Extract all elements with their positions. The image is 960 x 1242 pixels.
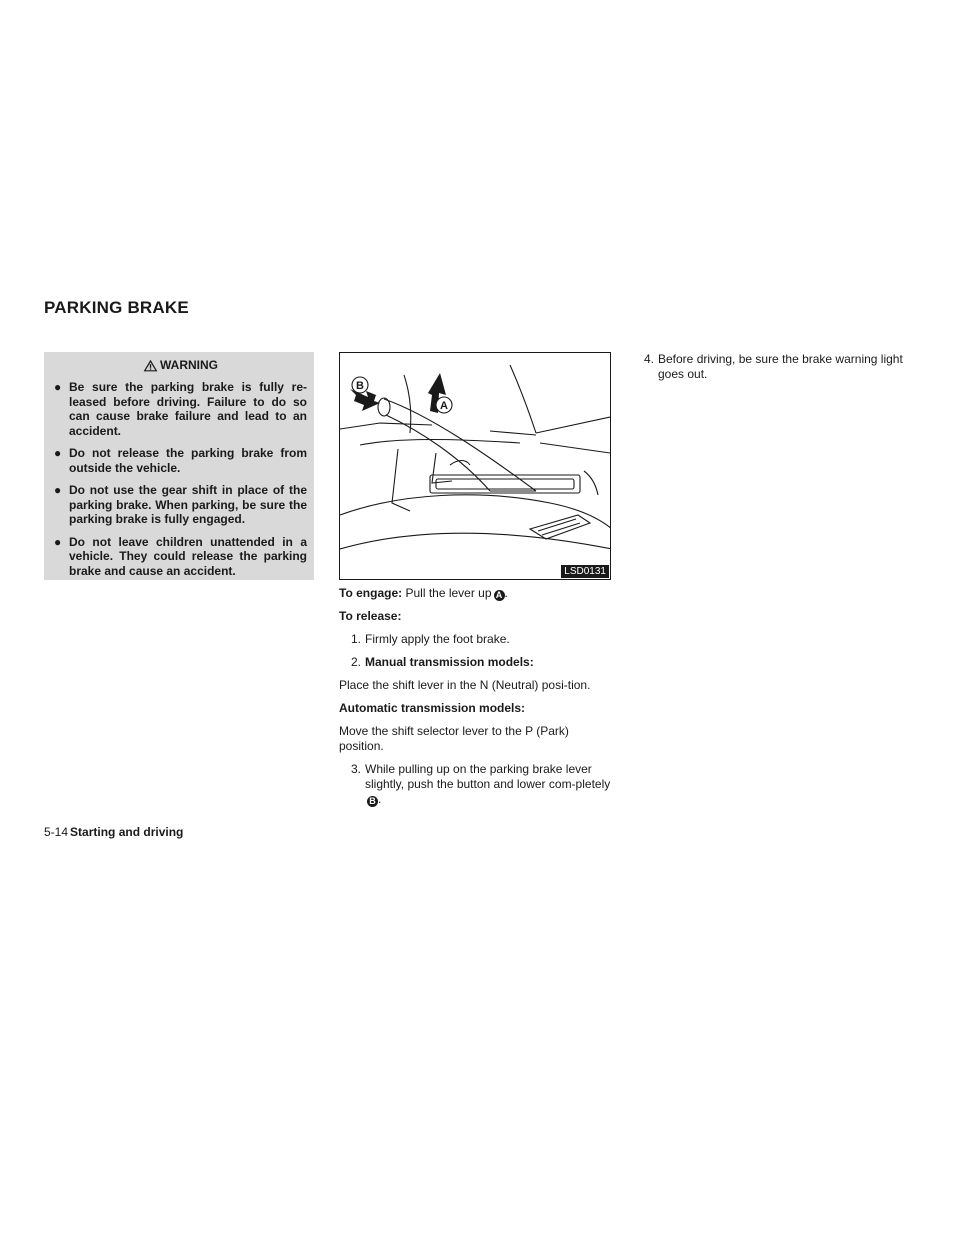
- page-footer: [44, 825, 183, 839]
- step-text: Firmly apply the foot brake.: [365, 632, 510, 646]
- step-2-heading: [365, 655, 611, 670]
- arrow-b-icon: [350, 389, 380, 411]
- warning-heading: [54, 358, 307, 372]
- right-column: [632, 352, 912, 390]
- step-4: [632, 352, 912, 382]
- engage-label: To engage:: [339, 586, 403, 600]
- warning-item: [54, 483, 307, 527]
- manual-transmission-label: Manual transmission models:: [365, 655, 534, 669]
- automatic-transmission-text: Move the shift selector lever to the P (Park) position.: [339, 724, 569, 753]
- warning-item: [54, 380, 307, 438]
- figure-code: LSD0131: [561, 565, 609, 578]
- callout-a-label: A: [440, 400, 448, 412]
- warning-item-text: Do not leave children unattended in a vehicle. They could release the parking brake and cause an accident.: [69, 534, 307, 578]
- bullet: ●: [54, 446, 62, 460]
- step-1: [339, 632, 611, 647]
- step-number: 3.: [350, 762, 361, 776]
- bullet: ●: [54, 380, 62, 394]
- release-label: To release:: [339, 609, 402, 623]
- step-text: Before driving, be sure the brake warning light goes out.: [658, 352, 903, 381]
- bullet: ●: [54, 483, 62, 497]
- warning-heading-text: WARNING: [160, 358, 218, 372]
- engage-paragraph: To engage: Pull the lever up A .: [339, 586, 508, 600]
- chapter-name: Starting and driving: [70, 825, 184, 839]
- warning-item-text: Do not use the gear shift in place of the parking brake. When parking, be sure the parking brake is fully engaged.: [69, 483, 307, 526]
- engage-text: Pull the lever up: [405, 586, 492, 600]
- callout-b: [352, 377, 368, 393]
- ref-a-badge: A: [494, 590, 505, 601]
- step-2: [339, 655, 611, 670]
- step-number: 1.: [350, 632, 361, 646]
- section-title: PARKING BRAKE: [44, 298, 189, 317]
- callout-a: [436, 397, 452, 413]
- automatic-transmission-label: Automatic transmission models:: [339, 701, 526, 715]
- parking-brake-illustration: [339, 352, 611, 580]
- parking-brake-lever-drawing: [340, 353, 611, 580]
- step-3-body: While pulling up on the parking brake lever slightly, push the button and lower com-pletelyB .: [365, 762, 611, 806]
- ref-b-badge: B: [367, 796, 378, 807]
- bullet: ●: [54, 534, 62, 549]
- warning-item-text: Be sure the parking brake is fully re-leased before driving. Failure to do so can cause brake failure and lead to an accident.: [69, 380, 307, 438]
- warning-item: [54, 535, 307, 579]
- warning-item: [54, 446, 307, 475]
- instructions-column: [339, 586, 611, 815]
- warning-box: [44, 352, 314, 580]
- warning-triangle-icon: [143, 359, 158, 372]
- callout-b-label: B: [356, 380, 364, 392]
- step-number: 4.: [643, 352, 654, 366]
- manual-transmission-text: Place the shift lever in the N (Neutral) posi-tion.: [339, 678, 591, 692]
- step-3: [339, 762, 611, 807]
- step-text: While pulling up on the parking brake lever slightly, push the button and lower com-pletely: [365, 762, 611, 791]
- warning-item-text: Do not release the parking brake from outside the vehicle.: [69, 446, 307, 475]
- step-number: 2.: [350, 655, 361, 669]
- warning-list: [54, 380, 307, 578]
- page-number: 5-14: [44, 825, 69, 839]
